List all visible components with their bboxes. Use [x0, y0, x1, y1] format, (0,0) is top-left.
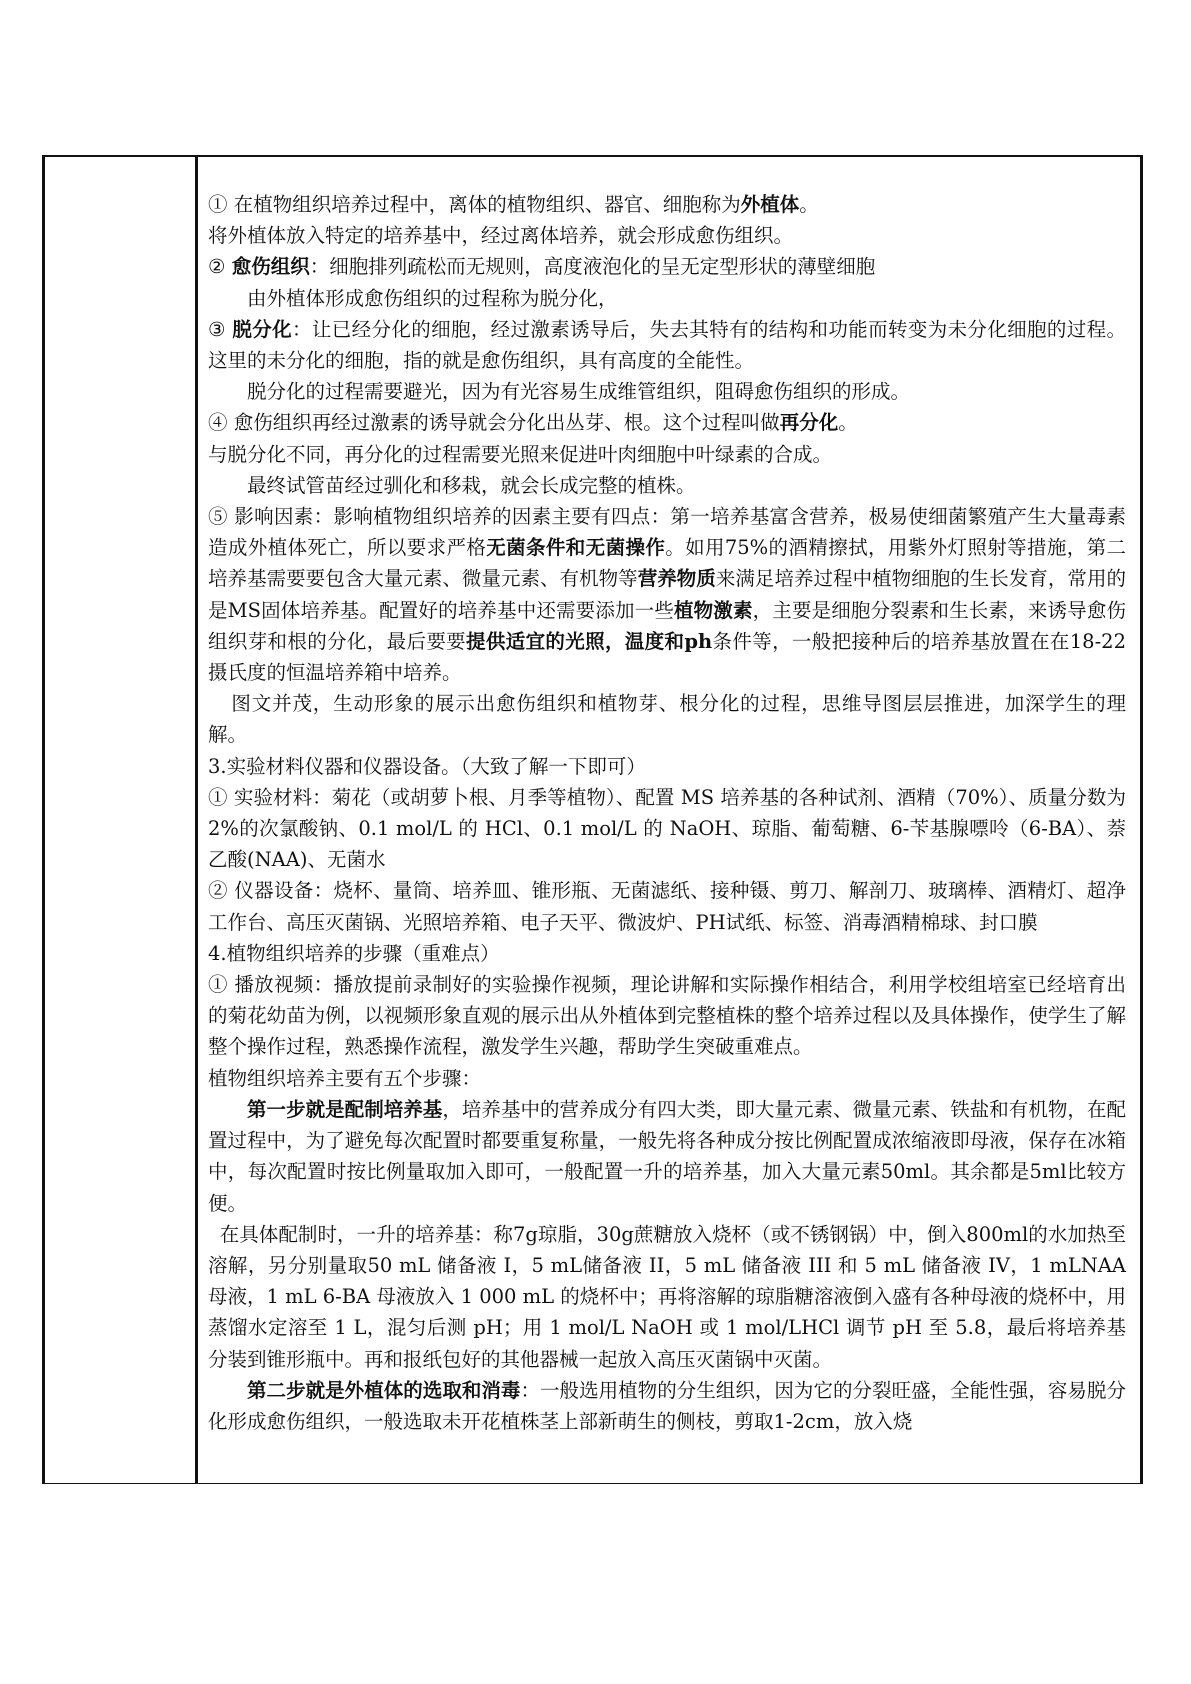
- paragraph-p20: [208, 1375, 1126, 1437]
- text-run: ③: [208, 317, 233, 341]
- paragraph-p6: [208, 376, 1126, 407]
- text-run: ④ 愈伤组织再经过激素的诱导就会分化出丛芽、根。这个过程叫做: [208, 411, 780, 435]
- text-run: ⑤ 影响因素：影响植物组织培养的因素主要有四点：第一培养基富含营养，极易使细菌繁殖产生大量毒素造成外植体死亡，所以要求严格: [208, 505, 1126, 560]
- text-run: 。: [799, 193, 819, 216]
- paragraph-p14: [208, 875, 1126, 937]
- paragraph-p11: [208, 688, 1126, 750]
- bold-term: 第二步就是外植体的选取和消毒: [247, 1378, 521, 1402]
- paragraph-p3: [208, 251, 1126, 282]
- text-run: 脱分化的过程需要避光，因为有光容易生成维管组织，阻碍愈伤组织的形成。: [247, 380, 911, 404]
- text-run: 。如用75%的酒精擦拭，用紫外灯照射等措施，第二培养基需要要包含大量元素、微量元素、有机物等: [208, 536, 1126, 591]
- text-run: 与脱分化不同，再分化的过程需要光照来促进叶肉细胞中叶绿素的合成。: [208, 442, 833, 466]
- paragraph-p9: [208, 470, 1126, 501]
- text-run: 在具体配制时，一升的培养基：称7g琼脂，30g蔗糖放入烧杯（或不锈钢锅）中，倒入800ml的水加热至溶解，另分别量取50 mL 储备液 I，5 mL储备液 II，5 mL 储备液 III 和 5 mL 储备液 IV，1 mLNAA 母液，1 mL 6-BA 母液放入 1 000 mL 的烧杯中；再将溶解的琼脂糖溶液倒入盛有各种母液的烧杯中，用蒸馏水定溶至 1 L，混匀后测 pH；用 1 mol/L NaOH 或 1 mol/LHCl 调节 pH 至 5.8，最后将培养基分装到锥形瓶中。再和报纸包好的其他器械一起放入高压灭菌锅中灭菌。: [208, 1222, 1126, 1371]
- text-run: ：细胞排列疏松而无规则，高度液泡化的呈无定型形状的薄壁细胞: [309, 255, 876, 279]
- paragraph-p4: [208, 283, 1126, 314]
- text-run: 来满足培养过程中植物细胞的生长发育，常用的是MS固体培养基。配置好的培养基中还需要添加一些: [208, 567, 1126, 622]
- bold-term: 营养物质: [637, 567, 716, 591]
- text-run: 。: [838, 411, 858, 435]
- text-run: ：一般选用植物的分生组织，因为它的分裂旺盛，全能性强，容易脱分化形成愈伤组织，一般选取未开花植株茎上部新萌生的侧枝，剪取1-2cm，放入烧: [208, 1378, 1126, 1433]
- paragraph-p17: [208, 1063, 1126, 1094]
- text-run: ② 仪器设备：烧杯、量筒、培养皿、锥形瓶、无菌滤纸、接种镊、剪刀、解剖刀、玻璃棒、酒精灯、超净工作台、高压灭菌锅、光照培养箱、电子天平、微波炉、PH试纸、标签、消毒酒精棉球、封口膜: [208, 879, 1126, 934]
- content-cell: [208, 189, 1126, 1437]
- text-run: ① 在植物组织培养过程中，离体的植物组织、器官、细胞称为: [208, 193, 741, 216]
- text-run: ②: [208, 255, 232, 279]
- paragraph-p13: [208, 782, 1126, 876]
- paragraph-p18: [208, 1094, 1126, 1219]
- text-run: 最终试管苗经过驯化和移栽，就会长成完整的植株。: [247, 473, 696, 497]
- paragraph-p8: [208, 439, 1126, 470]
- text-run: 3.实验材料仪器和仪器设备。（大致了解一下即可）: [208, 754, 646, 778]
- text-run: 植物组织培养主要有五个步骤：: [208, 1066, 482, 1090]
- text-run: 条件等，一般把接种后的培养基放置在在18-22摄氏度的恒温培养箱中培养。: [208, 629, 1126, 685]
- paragraph-p1: [208, 189, 1126, 220]
- paragraph-p12: [208, 751, 1126, 782]
- paragraph-p10: [208, 501, 1126, 688]
- text-run: ① 播放视频：播放提前录制好的实验操作视频，理论讲解和实际操作相结合，利用学校组培室已经培育出的菊花幼苗为例，以视频形象直观的展示出从外植体到完整植株的整个培养过程以及具体操作，使学生了解整个操作过程，熟悉操作流程，激发学生兴趣，帮助学生突破重难点。: [208, 973, 1126, 1059]
- text-run: 由外植体形成愈伤组织的过程称为脱分化，: [247, 286, 618, 310]
- paragraph-p2: [208, 220, 1126, 251]
- bold-term: 脱分化: [232, 317, 293, 341]
- bold-term: 无菌条件和无菌操作: [486, 536, 666, 560]
- bold-term: 提供适宜的光照，温度和ph: [466, 629, 713, 653]
- paragraph-p19: [208, 1219, 1126, 1375]
- bold-term: 愈伤组织: [231, 255, 310, 279]
- paragraph-p16: [208, 969, 1126, 1063]
- paragraph-p5: [208, 314, 1126, 376]
- text-run: ，主要是细胞分裂素和生长素，来诱导愈伤组织芽和根的分化，最后要要: [208, 598, 1126, 653]
- paragraph-p15: [208, 938, 1126, 969]
- bold-term: 第一步就是配制培养基: [247, 1097, 443, 1121]
- text-run: ，培养基中的营养成分有四大类，即大量元素、微量元素、铁盐和有机物，在配置过程中，为了避免每次配置时都要重复称量，一般先将各种成分按比例配置成浓缩液即母液，保存在冰箱中，每次配置时按比例量取加入即可，一般配置一升的培养基，加入大量元素50ml。其余都是5ml比较方便。: [208, 1097, 1126, 1215]
- column-divider: [195, 155, 198, 1484]
- bold-term: 植物激素: [673, 598, 753, 622]
- bold-term: 外植体: [740, 193, 800, 216]
- text-run: 将外植体放入特定的培养基中，经过离体培养，就会形成愈伤组织。: [208, 224, 794, 248]
- paragraph-p7: [208, 407, 1126, 438]
- bold-term: 再分化: [779, 411, 839, 435]
- text-run: ：让已经分化的细胞，经过激素诱导后，失去其特有的结构和功能而转变为未分化细胞的过程。这里的未分化的细胞，指的就是愈伤组织，具有高度的全能性。: [208, 317, 1126, 373]
- text-run: 图文并茂，生动形象的展示出愈伤组织和植物芽、根分化的过程，思维导图层层推进，加深学生的理解。: [208, 692, 1126, 747]
- text-run: ① 实验材料：菊花（或胡萝卜根、月季等植物）、配置 MS 培养基的各种试剂、酒精（70%）、质量分数为2%的次氯酸钠、0.1 mol/L 的 HCl、0.1 mol/L 的 NaOH、琼脂、葡萄糖、6-苄基腺嘌呤（6-BA）、萘乙酸(NAA)、无菌水: [208, 785, 1126, 872]
- text-run: 4.植物组织培养的步骤（重难点）: [208, 941, 500, 965]
